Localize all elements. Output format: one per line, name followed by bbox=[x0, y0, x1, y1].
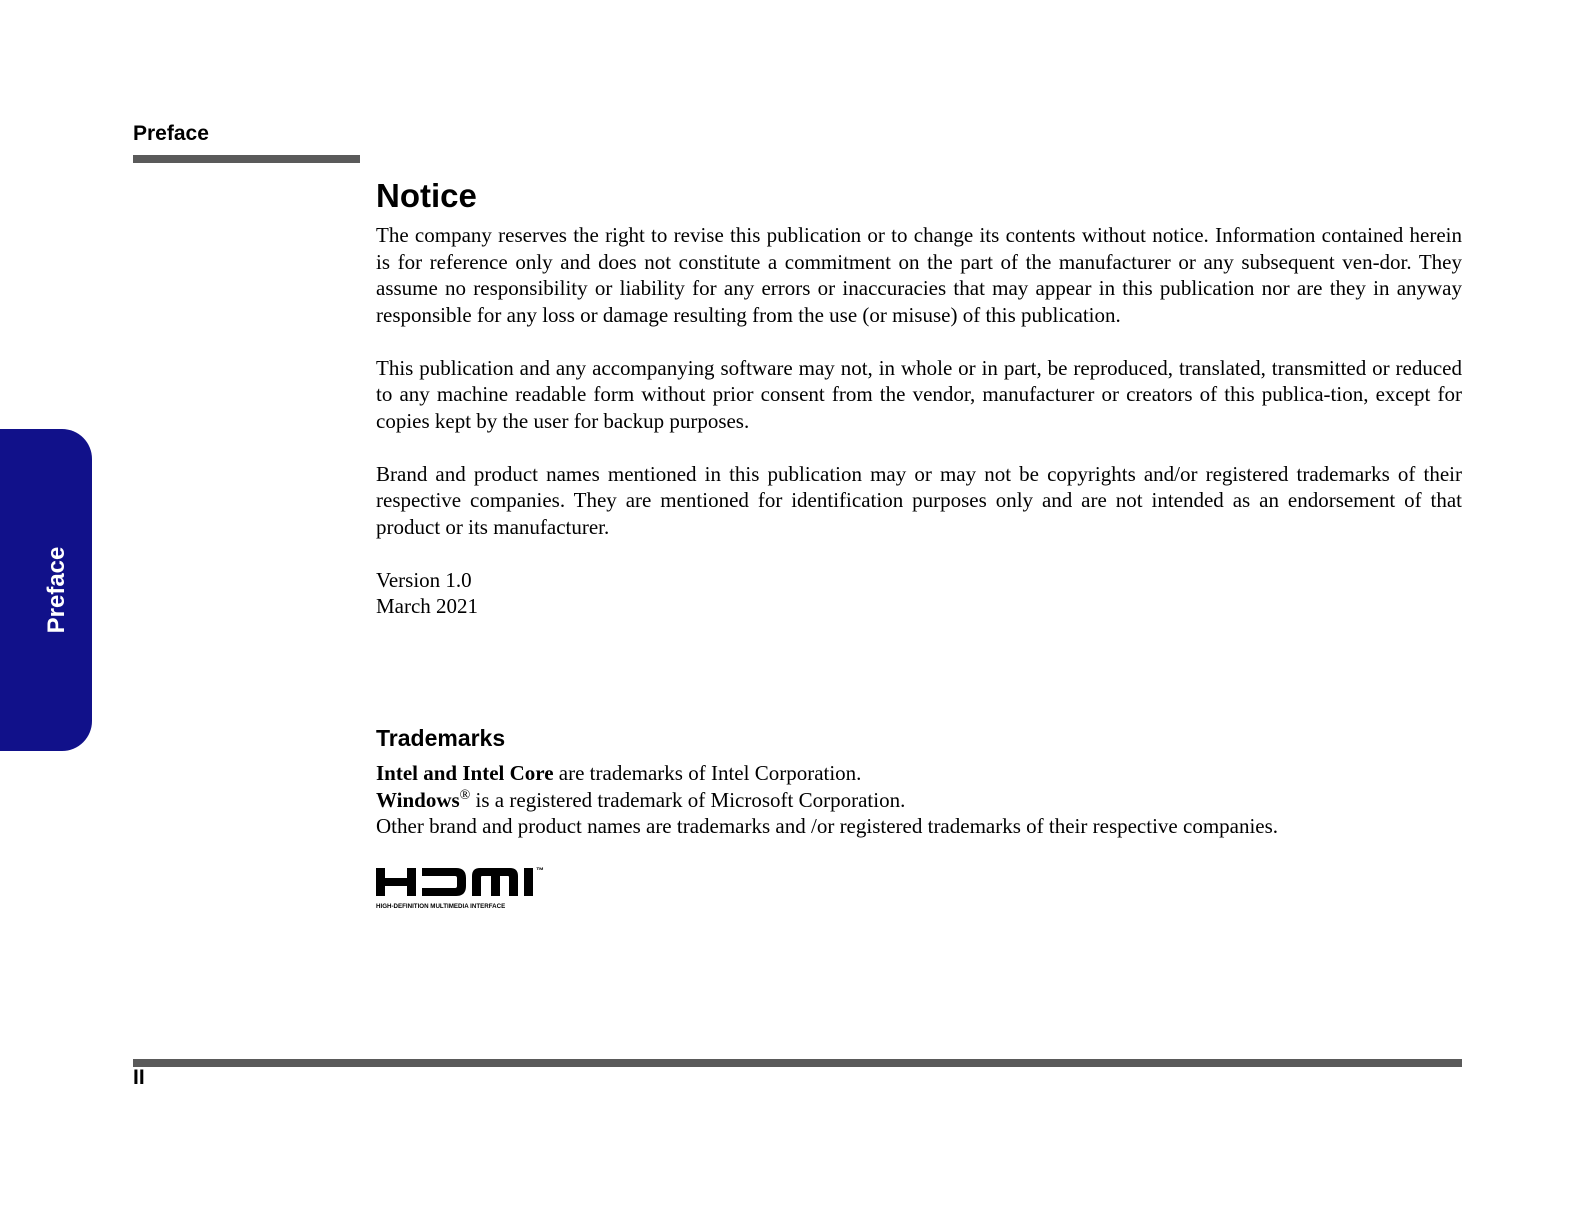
trademarks-heading: Trademarks bbox=[376, 725, 506, 751]
registered-symbol: ® bbox=[459, 787, 471, 803]
notice-paragraph-3: Brand and product names mentioned in this publication may or may not be copyrights and/or registered trademarks of their respective companies. They are mentioned for identification purposes only and are not intended as an endorsement of that product or its manufacturer. bbox=[376, 461, 1462, 539]
version-text: Version 1.0 bbox=[376, 567, 472, 592]
header-rule bbox=[133, 155, 360, 163]
trademark-intel-name: Intel and Intel Core bbox=[376, 761, 554, 785]
trademark-line-other: Other brand and product names are trademarks and /or registered trademarks of their respective companies. bbox=[376, 814, 1279, 838]
hdmi-logo bbox=[376, 864, 552, 912]
version-block bbox=[376, 567, 1462, 620]
page-number: II bbox=[133, 1066, 145, 1089]
trademark-windows-name: Windows bbox=[376, 787, 460, 812]
main-content bbox=[376, 172, 1462, 910]
notice-heading: Notice bbox=[376, 177, 477, 214]
trademarks-list bbox=[376, 760, 1462, 840]
trademark-windows-text: is a registered trademark of Microsoft Corporation. bbox=[470, 787, 906, 812]
hdmi-tagline: HIGH-DEFINITION MULTIMEDIA INTERFACE bbox=[376, 903, 506, 910]
notice-paragraph-2: This publication and any accompanying software may not, in whole or in part, be reproduced, translated, transmitted or reduced to any machine readable form without prior consent from the vendor, manufacturer or creators of this publica-tion, except for copies kept by the user for backup purposes. bbox=[376, 355, 1462, 433]
notice-paragraph-1: The company reserves the right to revise this publication or to change its contents without notice. Information contained herein is for reference only and does not constitute a commitment on the part of the manufacturer or any subsequent ven-dor. They assume no responsibility or liability for any errors or inaccuracies that may appear in this publication nor are they in anyway responsible for any loss or damage resulting from the use (or misuse) of this publication. bbox=[376, 223, 1462, 327]
hdmi-tm-symbol: ™ bbox=[536, 866, 544, 875]
header-section-label: Preface bbox=[133, 122, 209, 145]
date-text: March 2021 bbox=[376, 594, 479, 618]
side-tab-label: Preface bbox=[43, 546, 70, 634]
trademark-line-windows bbox=[376, 787, 1462, 814]
trademark-intel-text: are trademarks of Intel Corporation. bbox=[553, 761, 862, 785]
footer-rule bbox=[133, 1059, 1462, 1067]
trademark-line-intel bbox=[376, 760, 1462, 787]
